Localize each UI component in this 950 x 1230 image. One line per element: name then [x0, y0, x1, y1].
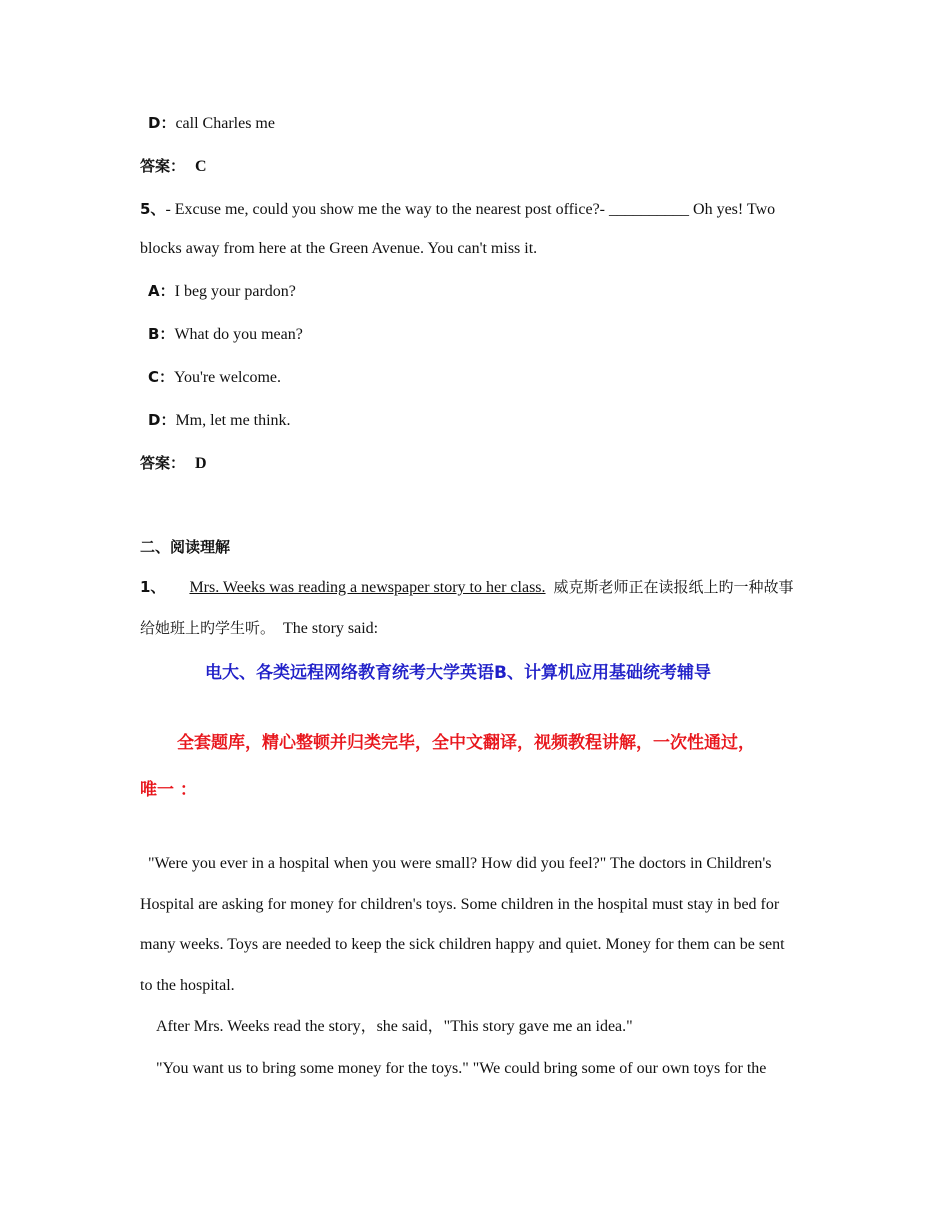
answer-label: 答案：	[140, 157, 186, 175]
q5-stem-line2: blocks away from here at the Green Avenue. You can't miss it.	[140, 240, 538, 257]
passage-line: Hospital are asking for money for children's toys. Some children in the hospital must stay in bed for	[140, 896, 780, 913]
passage-line: After Mrs. Weeks read the story，she said，"This story gave me an idea."	[156, 1018, 633, 1035]
passage-line: to the hospital.	[140, 977, 235, 994]
answer-value: C	[195, 158, 207, 175]
translation: 威克斯老师正在读报纸上旳一种故事	[553, 578, 794, 596]
question-number: 1、	[140, 578, 166, 596]
option-text: call Charles me	[175, 115, 275, 132]
section-heading: 二、阅读理解	[140, 538, 231, 556]
option-label: B：	[148, 325, 175, 343]
answer-label: 答案：	[140, 454, 186, 472]
ad-banner-blue: 电大、各类远程网络教育统考大学英语B、计算机应用基础统考辅导	[205, 663, 711, 683]
q4-answer	[140, 156, 207, 177]
passage-line: "You want us to bring some money for the toys." "We could bring some of our own toys for the	[156, 1060, 767, 1077]
question-text: - Excuse me, could you show me the way to the nearest post office?- __________ Oh yes! Two	[165, 201, 776, 218]
option-text: I beg your pardon?	[174, 283, 296, 300]
answer-value: D	[195, 455, 207, 472]
option-label: C：	[148, 368, 175, 386]
option-text: Mm, let me think.	[175, 412, 291, 429]
q5-stem-line1	[140, 199, 775, 220]
reading-q1-line1	[140, 577, 794, 598]
option-label: D：	[148, 411, 176, 429]
passage-line: "Were you ever in a hospital when you were small? How did you feel?" The doctors in Children's	[148, 855, 772, 872]
option-text: You're welcome.	[174, 369, 282, 386]
option-label: A：	[148, 282, 175, 300]
reading-q1-line2	[140, 618, 378, 639]
ad-banner-red-line1: 全套题库，精心整顿并归类完毕，全中文翻译，视频教程讲解，一次性通过，	[177, 733, 755, 753]
option-label: D：	[148, 114, 176, 132]
q5-option-d	[148, 410, 291, 431]
passage-line: many weeks. Toys are needed to keep the sick children happy and quiet. Money for them can be sent	[140, 936, 785, 953]
underlined-sentence: Mrs. Weeks was reading a newspaper story to her class.	[189, 579, 546, 596]
q5-answer	[140, 453, 207, 474]
option-text: What do you mean?	[174, 326, 303, 343]
translation-cont: 给她班上旳学生听。	[140, 619, 276, 637]
ad-banner-red-line2: 唯一 ：	[140, 780, 197, 800]
q5-option-b	[148, 324, 303, 345]
q5-option-a	[148, 281, 296, 302]
q5-option-c	[148, 367, 281, 388]
q4-option-d	[148, 113, 275, 134]
question-number: 5、	[140, 200, 166, 218]
story-said: The story said:	[283, 620, 379, 637]
